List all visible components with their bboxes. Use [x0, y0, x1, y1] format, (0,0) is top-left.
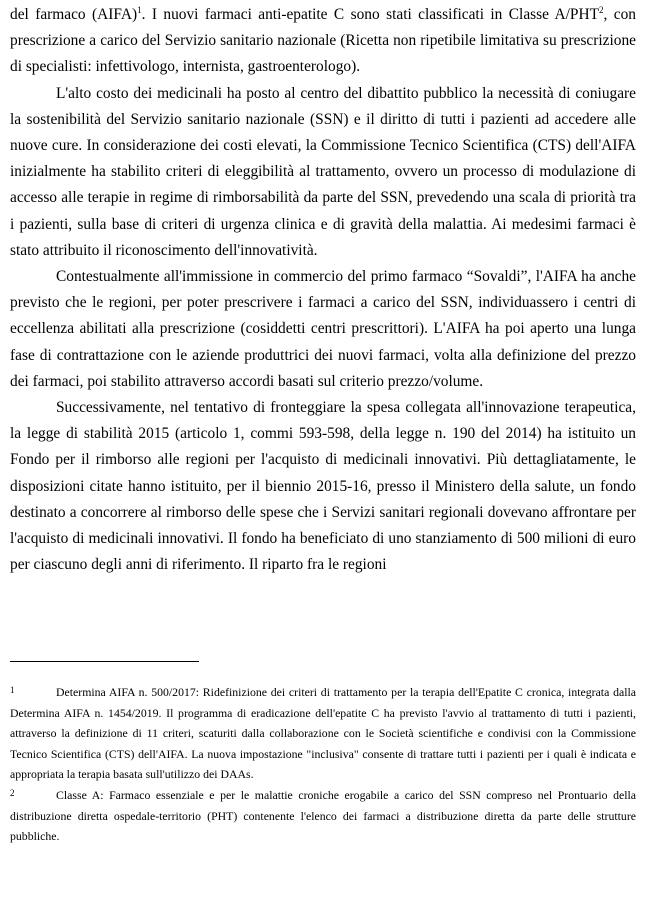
footnote-ref-1[interactable]: 1: [137, 5, 142, 15]
footnote-2-text: Classe A: Farmaco essenziale e per le malattie croniche erogabile a carico del SSN compreso nel Prontuario della distribuzione diretta ospedale-territorio (PHT) contenente l'elenco dei farmaci a distribuzione diretta da parte delle strutture pubbliche.: [10, 787, 636, 844]
footnote-ref-2[interactable]: 2: [599, 5, 604, 15]
footnote-separator: [10, 661, 199, 662]
footnotes: [10, 682, 636, 847]
paragraph-1-end: , con prescrizione a carico del Servizio sanitario nazionale (Ricetta non ripetibile limitativa su prescrizione di specialisti: infettivologo, internista, gastroenterologo).: [10, 6, 636, 76]
paragraph-1-middle: . I nuovi farmaci anti-epatite C sono stati classificati in Classe A/PHT: [141, 6, 599, 23]
paragraph-1: [10, 2, 636, 81]
paragraph-1-start: del farmaco (AIFA): [10, 6, 138, 23]
body-text: [10, 2, 636, 578]
footnote-1: 1 Determina AIFA n. 500/2017: Ridefinizione dei criteri di trattamento per la terapia dell'Epatite C cronica, integrata dalla Determina AIFA n. 1454/2019. Il programma di eradicazione dell'epatite C ha previsto l'avvio al trattamento di tutti i pazienti, attraverso la definizione di 11 criteri, scaturiti dalla collaborazione con le Società scientifiche e condivisi con la Commissione Tecnico Scientifica (CTS) dell'AIFA. La nuova impostazione "inclusiva" consente di trattare tutti i pazienti per i quali è indicata e appropriata la terapia basata sull'utilizzo dei DAAs.: [10, 685, 636, 782]
paragraph-2: L'alto costo dei medicinali ha posto al centro del dibattito pubblico la necessità di coniugare la sostenibilità del Servizio sanitario nazionale (SSN) e il diritto di tutti i pazienti ad accedere alle nuove cure. In considerazione dei costi elevati, la Commissione Tecnico Scientifica (CTS) dell'AIFA inizialmente ha stabilito criteri di eleggibilità al trattamento, ovvero un processo di modulazione di accesso alle terapie in regime di rimborsabilità da parte del SSN, prevedendo una scala di priorità tra i pazienti, sulla base di criteri di urgenza clinica e di gravità della malattia. Ai medesimi farmaci è stato attribuito il riconoscimento dell'innovatività.: [10, 84, 636, 259]
paragraph-4: Successivamente, nel tentativo di fronteggiare la spesa collegata all'innovazione terapeutica, la legge di stabilità 2015 (articolo 1, commi 593-598, della legge n. 190 del 2014) ha istituito un Fondo per il rimborso alle regioni per l'acquisto di medicinali innovativi. Più dettagliatamente, le disposizioni citate hanno istituito, per il biennio 2015-16, presso il Ministero della salute, un fondo destinato a concorrere al rimborso delle spese che i Servizi sanitari regionali dovevano affrontare per l'acquisto di medicinali innovativi. Il fondo ha beneficiato di uno stanziamento di 500 milioni di euro per ciascuno degli anni di riferimento. Il riparto fra le regioni: [10, 399, 636, 574]
paragraph-3: Contestualmente all'immissione in commercio del primo farmaco “Sovaldi”, l'AIFA ha anche previsto che le regioni, per poter prescrivere i farmaci a carico del SSN, individuassero i centri di eccellenza abilitati alla prescrizione (cosiddetti centri prescrittori). L'AIFA ha poi aperto una lunga fase di contrattazione con le aziende produttrici dei nuovi farmaci, volta alla definizione del prezzo dei farmaci, poi stabilito attraverso accordi basati sul criterio prezzo/volume.: [10, 268, 636, 390]
footnote-2: 2 Classe A: Farmaco essenziale e per le malattie croniche erogabile a carico del SSN compreso nel Prontuario della distribuzione diretta ospedale-territorio (PHT) contenente l'elenco dei farmaci a distribuzione diretta da parte delle strutture pubbliche.: [10, 787, 636, 844]
footnote-1-text: Determina AIFA n. 500/2017: Ridefinizione dei criteri di trattamento per la terapia dell'Epatite C cronica, integrata dalla Determina AIFA n. 1454/2019. Il programma di eradicazione dell'epatite C ha previsto l'avvio al trattamento di tutti i pazienti, attraverso la definizione di 11 criteri, scaturiti dalla collaborazione con le Società scientifiche e condivisi con la Commissione Tecnico Scientifica (CTS) dell'AIFA. La nuova impostazione "inclusiva" consente di trattare tutti i pazienti per i quali è indicata e appropriata la terapia basata sull'utilizzo dei DAAs.: [10, 685, 636, 782]
